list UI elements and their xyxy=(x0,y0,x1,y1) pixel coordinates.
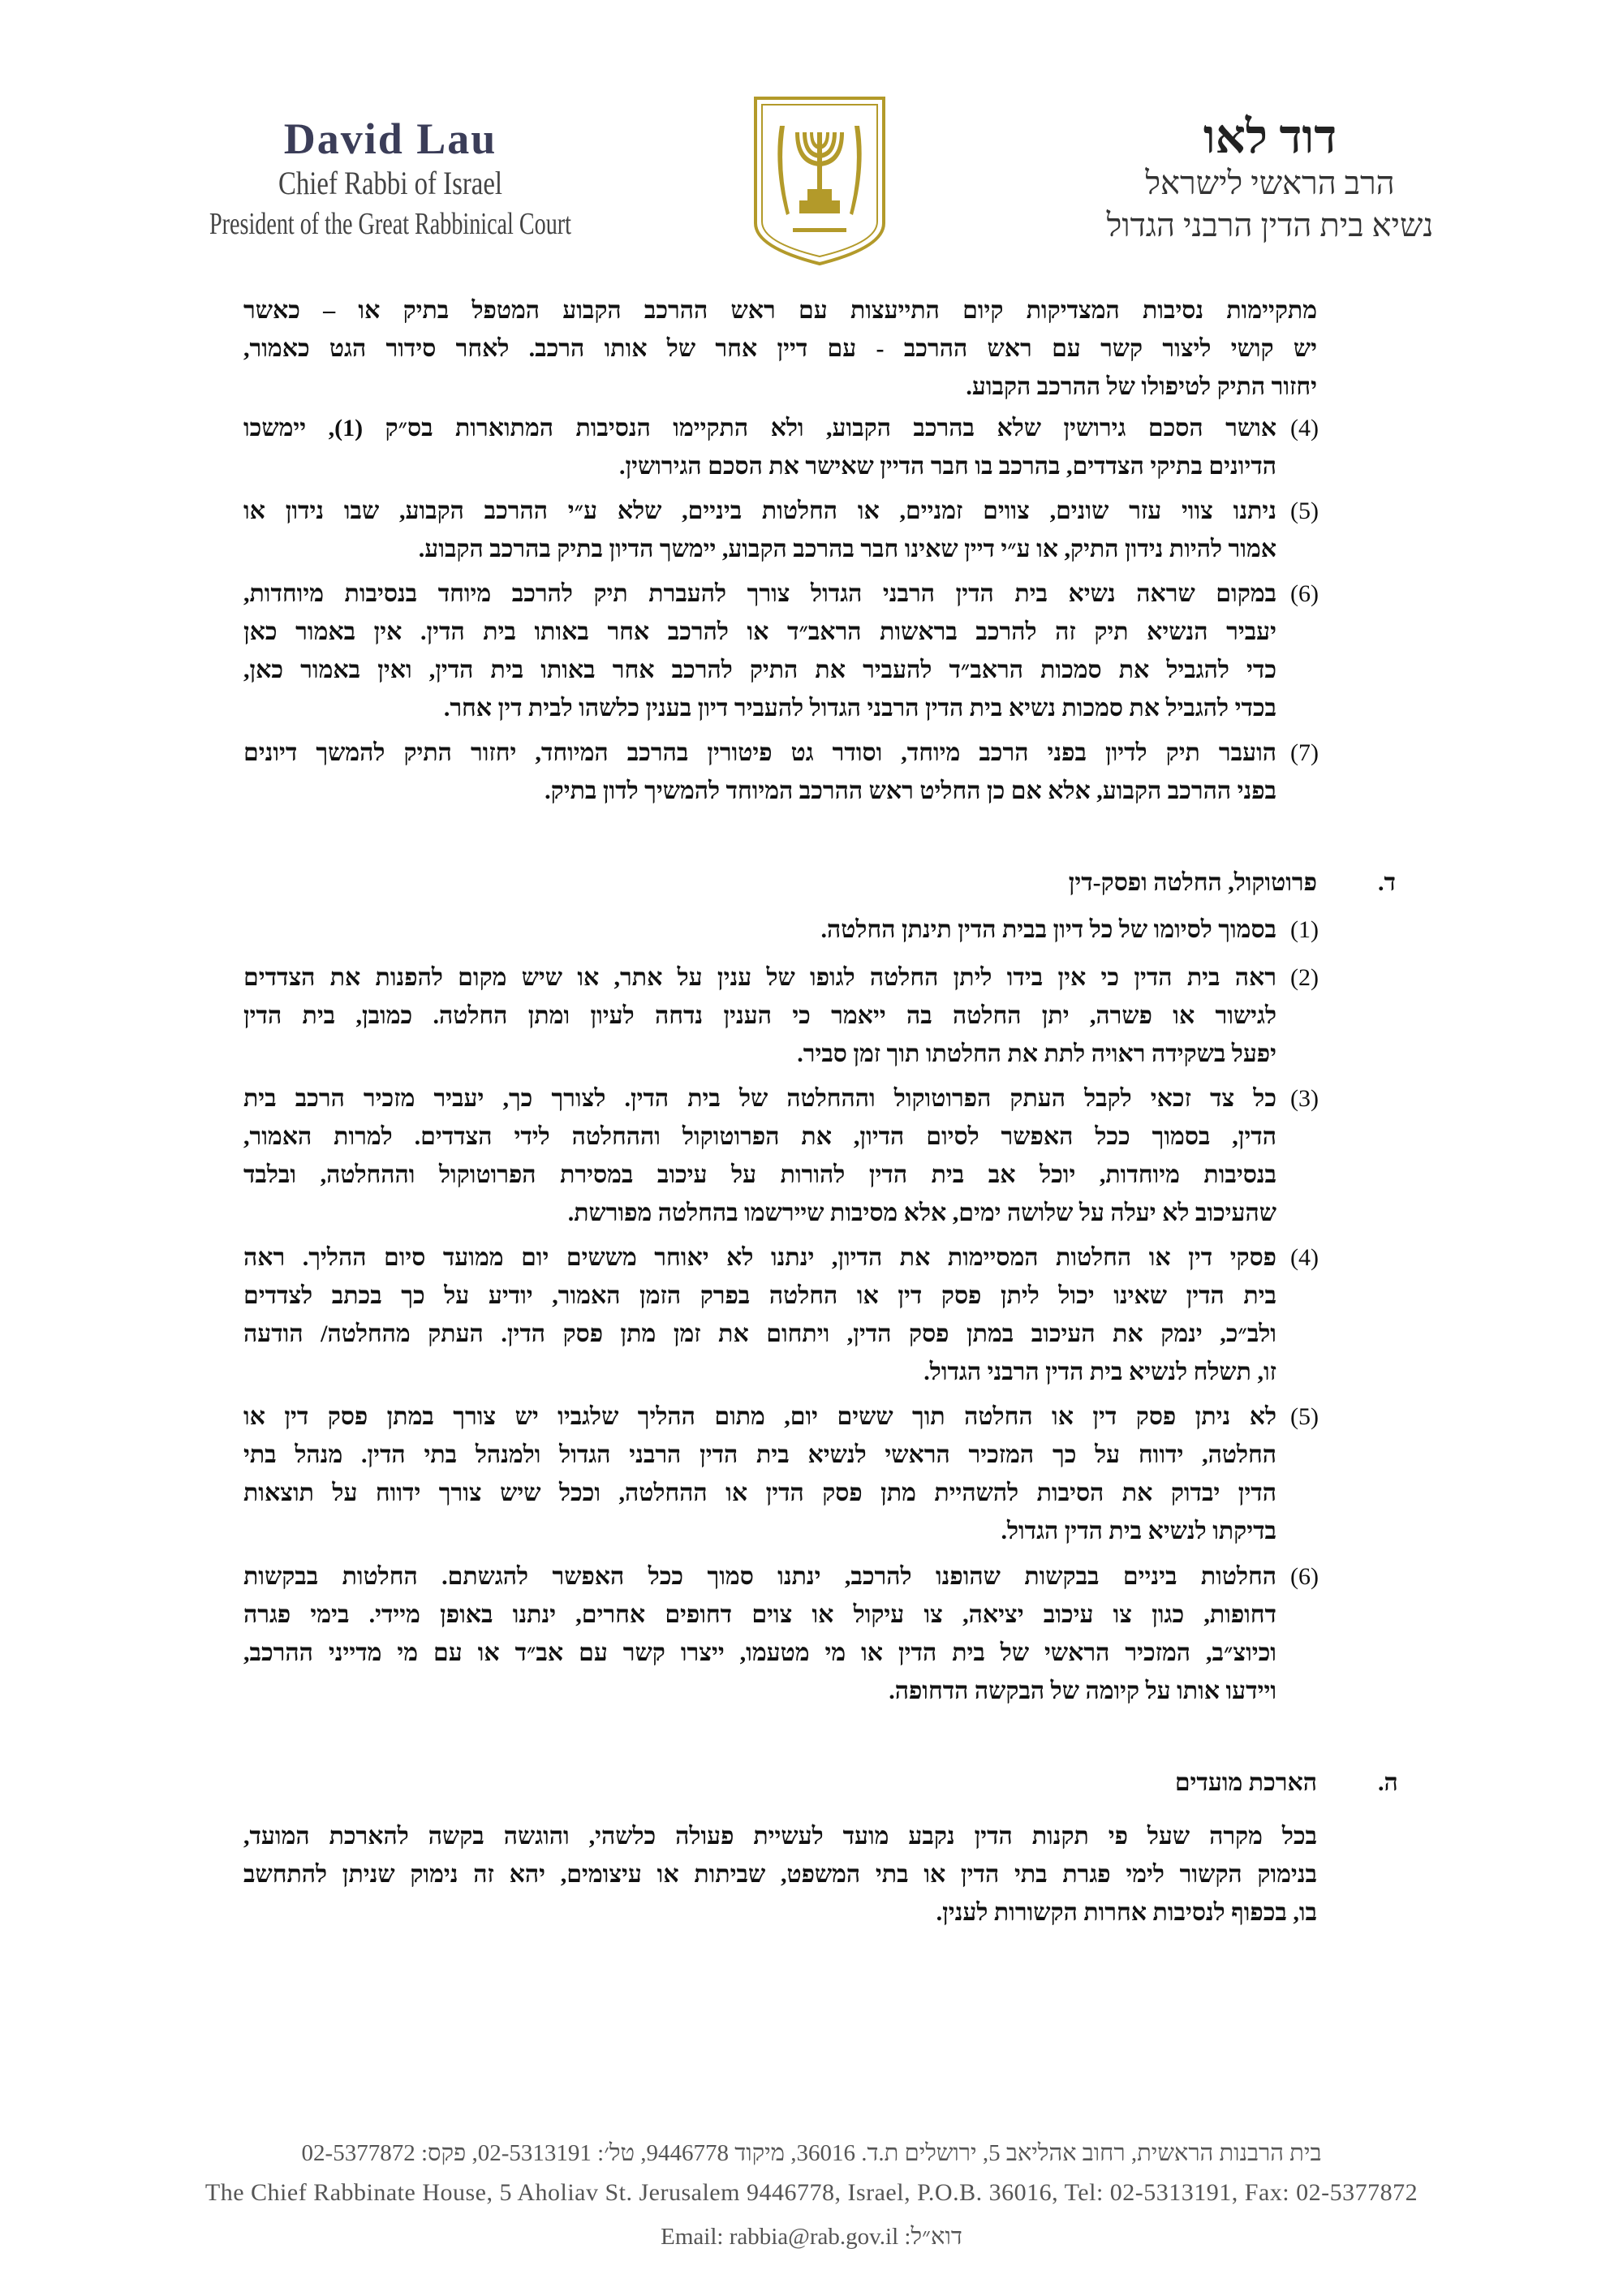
text-line: ניתנו צווי עזר שונים, צווים זמניים, או החלטות ביניים, שלא ע״י ההרכב הקבוע, שבו נידון או xyxy=(243,498,1276,524)
text-line: יחזור התיק לטיפולו של ההרכב הקבוע. xyxy=(966,373,1317,400)
text-line: בדיקתו לנשיא בית הדין הגדול. xyxy=(1001,1518,1276,1544)
text-line: כדי להגביל את סמכות הראב״ד להעביר את התיק להרכב אחר באותו בית הדין, ואין באמור כאן, xyxy=(243,657,1276,683)
text-line: בית הדין שאינו יכול ליתן פסק דין או החלטה בפרק הזמן האמור, יודיע על כך בכתב לצדדים xyxy=(243,1282,1276,1309)
text-line: בנסיבות מיוחדות, יוכל אב בית הדין להורות על עיכוב במסירת הפרוטוקול וההחלטה, ובלבד xyxy=(243,1161,1276,1188)
email-address[interactable]: Email: rabbia@rab.gov.il xyxy=(661,2224,899,2250)
footer-english-address: The Chief Rabbinate House, 5 Aholiav St. Jerusalem 9446778, Israel, P.O.B. 36016, Tel: 02-5313191, Fax: 02-5377872 xyxy=(204,2179,1419,2206)
hebrew-subtitle: נשיא בית הדין הרבני הגדול xyxy=(1106,207,1434,243)
paragraph-number: (4) xyxy=(1290,1244,1319,1271)
paragraph-number: (1) xyxy=(1290,916,1319,943)
paragraph-number: (4) xyxy=(1290,415,1319,442)
text-line: אמור להיות נידון התיק, או ע״י דיין שאינו חבר בהרכב הקבוע, יימשך הדיון בתיק בהרכב הקבוע. xyxy=(418,536,1276,562)
paragraph xyxy=(243,1817,1319,1932)
text-line: הדין יבדוק את הסיבות להשהיית מתן פסק הדין או ההחלטה, וככל שיש צורך ידווח על תוצאות xyxy=(243,1480,1276,1506)
numbered-paragraph xyxy=(243,1557,1319,1710)
numbered-paragraph xyxy=(243,1079,1319,1232)
text-line: שהעיכוב לא יעלה על שלושה ימים, אלא מסיבות שיירשמו בהחלטה מפורשת. xyxy=(567,1200,1276,1226)
text-line: הועבר תיק לדיון בפני הרכב מיוחד, וסודר גט פיטורין בהרכב המיוחד, יחזור התיק להמשך דיונים xyxy=(243,739,1276,766)
text-line: החלטות ביניים בבקשות שהופנו להרכב, ינתנו סמוך ככל האפשר להגשתם. החלטות בבקשות xyxy=(243,1563,1276,1590)
text-line: בו, בכפוף לנסיבות אחרות הקשורות לענין. xyxy=(936,1899,1317,1926)
text-line: ולב״כ, ינמק את העיכוב במתן פסק הדין, ויתחום את זמן מתן פסק הדין. העתק מהחלטה/ הודעה xyxy=(243,1320,1276,1347)
text-line: הדיונים בתיקי הצדדים, בהרכב בו חבר הדיין שאישר את הסכם הגירושין. xyxy=(618,453,1276,480)
state-emblem-icon xyxy=(751,93,889,268)
numbered-paragraph xyxy=(243,409,1319,485)
english-title: Chief Rabbi of Israel xyxy=(278,165,502,201)
numbered-paragraph xyxy=(243,492,1319,568)
text-line: אושר הסכם גירושין שלא בהרכב הקבוע, ולא התקיימו הנסיבות המתוארות בס״ק (1), יימשכו xyxy=(243,415,1277,442)
text-line: ויידעו אותו על קיומה של הבקשה הדחופה. xyxy=(889,1678,1276,1704)
text-line: הדין, בסמוך ככל האפשר לסיום הדיון, את הפרוטוקול וההחלטה לידי הצדדים. למרות האמור, xyxy=(243,1123,1276,1150)
text-line: החלטה, ידווח על כך המזכיר הראשי לנשיא בית הדין הרבני הגדול ולמנהל בתי הדין. מנהל בתי xyxy=(243,1441,1276,1468)
footer-email xyxy=(0,2224,1623,2251)
numbered-paragraph xyxy=(243,575,1319,727)
paragraph-number: (6) xyxy=(1290,1563,1319,1590)
paragraph-number: (2) xyxy=(1290,964,1319,991)
text-line: דחופות, כגון צו עיכוב יציאה, צו עיקול או צוים דחופים אחרים, ינתנו באופן מיידי. בימי פגרה xyxy=(243,1601,1276,1628)
text-line: מתקיימות נסיבות המצדיקות קיום התייעצות עם ראש ההרכב הקבוע המטפל בתיק או – כאשר xyxy=(243,297,1317,324)
text-line: יש קושי ליצור קשר עם ראש ההרכב - עם דיין אחר של אותו הרכב. לאחר סידור הגט כאמור, xyxy=(243,335,1317,362)
email-label-hebrew: דוא״ל: xyxy=(904,2224,962,2250)
text-line: וכיוצ״ב, המזכיר הראשי של בית הדין או מי מטעמו, ייצרו קשר עם אב״ד או עם מי מדייני ההרכב, xyxy=(243,1639,1276,1666)
text-line: בכדי להגביל את סמכות נשיא בית הדין הרבני הגדול להעביר דיון בענין כלשהו לבית דין אחר. xyxy=(443,695,1276,722)
numbered-paragraph xyxy=(243,1238,1319,1391)
paragraph-number: (5) xyxy=(1290,498,1319,524)
section-d-letter: ד. xyxy=(1378,869,1396,896)
paragraph-number: (7) xyxy=(1290,739,1319,766)
section-h-letter: ה. xyxy=(1378,1769,1398,1796)
numbered-paragraph xyxy=(243,1398,1319,1550)
text-line: בסמוך לסיומו של כל דיון בבית הדין תינתן החלטה. xyxy=(820,916,1276,943)
text-line: לא ניתן פסק דין או החלטה תוך ששים יום, מתום ההליך שלגביו יש צורך במתן פסק דין או xyxy=(243,1403,1276,1430)
text-line: זו, תשלח לנשיא בית הדין הרבני הגדול. xyxy=(923,1359,1276,1385)
numbered-paragraph xyxy=(243,911,1319,949)
section-h-title: הארכת מועדים xyxy=(1174,1769,1317,1796)
text-line: במקום שראה נשיא בית הדין הרבני הגדול צורך להעברת תיק להרכב מיוחד בנסיבות מיוחדות, xyxy=(243,580,1276,607)
text-line: יפעל בשקידה ראויה לתת את החלטתו תוך זמן סביר. xyxy=(797,1040,1276,1067)
text-line: לגישור או פשרה, יתן החלטה בה ייאמר כי הענין נדחה לעיון ומתן החלטה. כמובן, בית הדין xyxy=(243,1002,1276,1029)
text-line: בנימוק הקשור לימי פגרת בתי הדין או בתי המשפט, שביתות או עיצומים, יהא זה נימוק שניתן להתחשב xyxy=(243,1861,1317,1888)
paragraph-number: (3) xyxy=(1290,1085,1319,1112)
numbered-paragraph xyxy=(243,734,1319,810)
text-line: בכל מקרה שעל פי תקנות הדין נקבע מועד לעשיית פעולה כלשהי, והוגשה בקשה להארכת המועד, xyxy=(243,1823,1317,1850)
section-d-title: פרוטוקול, החלטה ופסק-דין xyxy=(1068,869,1317,896)
english-name: David Lau xyxy=(283,114,497,163)
english-subtitle: President of the Great Rabbinical Court xyxy=(209,207,571,241)
hebrew-title: הרב הראשי לישראל xyxy=(1145,165,1395,201)
text-line: בפני ההרכב הקבוע, אלא אם כן החליט ראש ההרכב המיוחד להמשיך לדון בתיק. xyxy=(545,778,1276,804)
text-line: כל צד זכאי לקבל העתק הפרוטוקול וההחלטה של בית הדין. לצורך כך, יעביר מזכיר הרכב בית xyxy=(243,1085,1276,1112)
text-line: יעביר הנשיא תיק זה להרכב בראשות הראב״ד או להרכב אחר באותו בית הדין. אין באמור כאן xyxy=(243,618,1276,645)
paragraph xyxy=(243,291,1319,406)
paragraph-number: (6) xyxy=(1290,580,1319,607)
hebrew-name: דוד לאו xyxy=(1203,110,1337,163)
paragraph-number: (5) xyxy=(1290,1403,1319,1430)
numbered-paragraph xyxy=(243,958,1319,1073)
text-line: פסקי דין או החלטות המסיימות את הדיון, ינתנו לא יאוחר מששים יום ממועד סיום ההליך. ראה xyxy=(243,1244,1276,1271)
footer-hebrew-address: בית הרבנות הראשית, רחוב אהליאב 5, ירושלים ת.ד. 36016, מיקוד 9446778, טל׳: 02-5313191, פקס: 02-5377872 xyxy=(301,2140,1322,2166)
text-line: ראה בית הדין כי אין בידו ליתן החלטה לגופו של ענין על אתר, או שיש מקום להפנות את הצדדים xyxy=(243,964,1276,991)
